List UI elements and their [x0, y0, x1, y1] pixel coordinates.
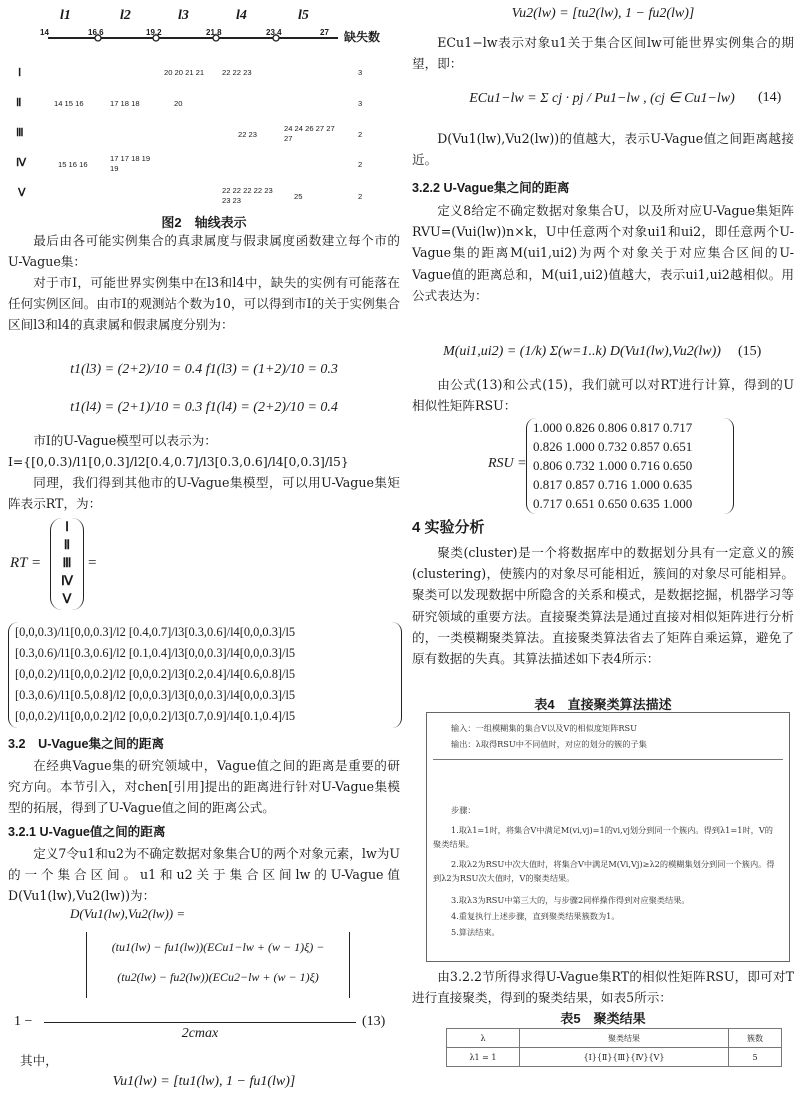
- axis-label-l3: l3: [178, 8, 189, 23]
- missing-count-header: 缺失数: [344, 30, 381, 44]
- algo-input: 输入：一组模糊集的集合V以及V的相似度矩阵RSU: [451, 723, 638, 733]
- row-missing: 2: [358, 160, 363, 169]
- paragraph: 聚类(cluster)是一个将数据库中的数据划分具有一定意义的簇(clustering)，使簇内的对象尽可能相近，簇间的对象尽可能相异。聚类可以发现数据中所隐含的关系和模式，是数据挖掘，机器学习等研究领域的重要方法。直接聚类算法是通过直接对相似矩阵进行分析的，一类模糊聚类算法。直接聚类算法省去了矩阵自乘运算，避免了原有数据的失真。其算法描述如下表4所示：: [412, 545, 794, 667]
- eq13-denominator: 2cmax: [181, 1026, 219, 1041]
- row-values: 17 18 18: [110, 99, 140, 108]
- table-header: λ: [447, 1029, 520, 1048]
- axis-label-l5: l5: [298, 8, 309, 23]
- matrix-row: [0,0,0.2)/l1[0,0,0.2]/l2 [0,0,0.2]/l3[0.7,0.9]/l4[0.1,0.4]/l5: [15, 709, 296, 723]
- table-cell: λ1 = 1: [447, 1048, 520, 1067]
- rt-entry: Ⅱ: [63, 537, 71, 552]
- eq13-one-minus: 1 −: [14, 1014, 33, 1029]
- sim-row: 0.806 0.732 1.000 0.716 0.650: [533, 458, 693, 473]
- section-heading: 3.2.2 U-Vague集之间的距离: [412, 181, 570, 195]
- row-values: 22 22 22 22 23 23 23: [222, 186, 273, 205]
- row-missing: 3: [358, 99, 363, 108]
- eq13-numerator-line: (tu2(lw) − fu2(lw))(ECu2−lw + (w − 1)ξ): [117, 970, 319, 984]
- algo-steps-title: 步骤：: [451, 805, 476, 815]
- row-values: 24 24 26 27 27 27: [284, 124, 335, 143]
- row-values: 20 20 21 21: [164, 68, 205, 77]
- eq13-numerator: [86, 932, 350, 998]
- paragraph: 由公式(13)和公式(15)，我们就可以对RT进行计算，得到的U相似性矩阵RSU：: [412, 377, 794, 414]
- fraction-bar: [44, 1022, 356, 1023]
- paragraph: 同理，我们得到其他市的U-Vague集模型，可以用U-Vague集矩阵表示RT，为：: [8, 475, 400, 512]
- figure-caption: 图2 轴线表示: [161, 215, 247, 230]
- equation: t1(l4) = (2+1)/10 = 0.3 f1(l4) = (2+2)/10 = 0.4: [70, 400, 338, 415]
- tick-label: 16.6: [88, 28, 104, 37]
- sim-row: 0.826 1.000 0.732 0.857 0.651: [533, 439, 693, 454]
- sim-row: 1.000 0.826 0.806 0.817 0.717: [533, 420, 693, 435]
- tick-label: 19.2: [146, 28, 162, 37]
- eq13-numerator-line: (tu1(lw) − fu1(lw))(ECu1−lw + (w − 1)ξ) −: [111, 940, 325, 954]
- table-caption: 表5 聚类结果: [560, 1011, 646, 1026]
- matrix-row: [0,0,0.3)/l1[0,0,0.3]/l2 [0.4,0.7]/l3[0.3,0.6]/l4[0,0,0.3]/l5: [15, 625, 296, 639]
- section-heading: 3.2 U-Vague集之间的距离: [8, 737, 165, 751]
- section-heading: 3.2.1 U-Vague值之间的距离: [8, 825, 166, 839]
- paragraph: 最后由各可能实例集合的真隶属度与假隶属度函数建立每个市的U-Vague集：: [8, 233, 400, 270]
- paragraph: 定义8给定不确定数据对象集合U，以及所对应U-Vague集矩阵RVU=(Vui(lw))n×k，U中任意两个对象ui1和ui2，即任意两个U-Vague集的距离M(ui1,ui2)为两个对象关于对应集合区间的U-Vague值的距离总和，M(ui1,ui2)值越大，表示ui1,ui2越相似。用公式表达为：: [412, 203, 794, 303]
- row-values: 17 17 18 19 19: [110, 154, 151, 173]
- algo-step: 1.取λ1=1时，将集合V中满足M(vi,vj)=1的vi,vj划分到同一个簇内。得到λ1=1时，V的聚类结果。: [433, 825, 773, 849]
- section-heading: 4 实验分析: [412, 519, 485, 536]
- equation: Vu1(lw) = [tu1(lw), 1 − fu1(lw)]: [112, 1074, 296, 1089]
- paragraph: 在经典Vague集的研究领域中，Vague值之间的距离是重要的研究方向。本节引入，对chen[引用]提出的距离进行针对U-Vague集模型的拓展，得到了U-Vague值之间的距离公式。: [8, 758, 400, 816]
- row-label-V: Ⅴ: [18, 187, 26, 199]
- paragraph: 由3.2.2节所得求得U-Vague集RT的相似性矩阵RSU，即可对T进行直接聚类，得到的聚类结果，如表5所示：: [412, 969, 794, 1006]
- tick-label: 27: [320, 28, 329, 37]
- row-label-II: Ⅱ: [16, 97, 22, 109]
- algo-step: 3.取λ3为RSU中第三大的，与步骤2同样操作得到对应聚类结果。: [451, 895, 690, 905]
- axis-label-l2: l2: [120, 8, 131, 23]
- row-label-III: Ⅲ: [16, 127, 24, 139]
- paragraph: 对于市Ⅰ，可能世界实例集中在l3和l4中，缺失的实例有可能落在任何实例区间。由市Ⅰ的观测站个数为10，可以得到市Ⅰ的关于实例集合区间l3和l4的真隶属和假隶属度分别为：: [8, 275, 400, 333]
- table-caption: 表4 直接聚类算法描述: [534, 697, 672, 712]
- rs-lhs: RSU =: [488, 456, 527, 471]
- algorithm-box: [426, 712, 790, 962]
- eq13-lhs: D(Vu1(lw),Vu2(lw)) =: [70, 906, 186, 921]
- row-values: 22 23: [238, 130, 258, 139]
- similarity-matrix: [526, 418, 734, 514]
- equation: Ⅰ={[0,0.3)/l1[0,0.3]/l2[0.4,0.7]/l3[0.3,0.6]/l4[0,0.3]/l5}: [8, 454, 349, 469]
- table-row: [447, 1048, 782, 1067]
- matrix-row: [0,0,0.2)/l1[0,0,0.2]/l2 [0,0,0.2]/l3[0.2,0.4]/l4[0.6,0.8]/l5: [15, 667, 296, 681]
- eq15-number: (15): [738, 344, 762, 359]
- equation: Vu2(lw) = [tu2(lw), 1 − fu2(lw)]: [511, 6, 695, 21]
- row-label-IV: Ⅳ: [16, 157, 27, 169]
- axis-label-l1: l1: [60, 8, 71, 23]
- table-header-row: [447, 1029, 782, 1048]
- divider: [433, 759, 783, 760]
- axis-label-l4: l4: [236, 8, 247, 23]
- row-values: 20: [174, 99, 183, 108]
- cluster-result-table: [446, 1028, 782, 1067]
- equals-sign: =: [88, 555, 97, 571]
- equation-14: ECu1−lw = Σ cj · pj / Pu1−lw , (cj ∈ Cu1−lw): [469, 91, 735, 106]
- algo-output: 输出：λ取得RSU中不同值时，对应的划分的簇的子集: [451, 739, 647, 749]
- eq13-number: (13): [362, 1014, 386, 1029]
- paragraph: ECu1−lw表示对象u1关于集合区间lw可能世界实例集合的期望，即：: [412, 35, 794, 72]
- paragraph: 定义7令u1和u2为不确定数据对象集合U的两个对象元素，lw为U的一个集合区间。u1和u2关于集合区间lw的U-Vague值D(Vu1(lw),Vu2(lw))为：: [8, 846, 400, 904]
- paragraph: 市Ⅰ的U-Vague模型可以表示为：: [33, 433, 217, 448]
- rt-entry: Ⅴ: [62, 591, 72, 606]
- tick-label: 21.8: [206, 28, 222, 37]
- algo-step: 4.重复执行上述步骤，直到聚类结果簇数为1。: [451, 911, 620, 921]
- table-header: 簇数: [729, 1029, 782, 1048]
- table-cell: {Ⅰ}{Ⅱ}{Ⅲ}{Ⅳ}{Ⅴ}: [520, 1048, 729, 1067]
- matrix-row: [0.3,0.6)/l1[0.3,0.6]/l2 [0.1,0.4]/l3[0,0,0.3]/l4[0,0,0.3]/l5: [15, 646, 296, 660]
- matrix-row: [0.3,0.6)/l1[0.5,0.8]/l2 [0,0,0.3]/l3[0,0,0.3]/l4[0,0,0.3]/l5: [15, 688, 296, 702]
- tick-label: 23.4: [266, 28, 282, 37]
- rt-entry: Ⅰ: [65, 519, 69, 534]
- row-values: 14 15 16: [54, 99, 84, 108]
- equation-15: M(ui1,ui2) = (1/k) Σ(w=1..k) D(Vu1(lw),Vu2(lw)): [443, 344, 721, 359]
- paragraph: D(Vu1(lw),Vu2(lw))的值越大，表示U-Vague值之间距离越接近。: [412, 131, 794, 168]
- table-cell: 5: [729, 1048, 782, 1067]
- algo-step: 5.算法结束。: [451, 927, 500, 937]
- eq14-number: (14): [758, 90, 782, 105]
- row-missing: 2: [358, 192, 363, 201]
- paragraph: 其中，: [20, 1053, 58, 1068]
- row-values: 25: [294, 192, 303, 201]
- row-missing: 2: [358, 130, 363, 139]
- figure-2: [8, 0, 400, 212]
- u-vague-matrix: [8, 622, 402, 728]
- rt-vector: [50, 518, 84, 610]
- rt-entry: Ⅲ: [62, 555, 72, 570]
- sim-row: 0.717 0.651 0.650 0.635 1.000: [533, 496, 693, 511]
- tick-label: 14: [40, 28, 49, 37]
- table-header: 聚类结果: [520, 1029, 729, 1048]
- equation: t1(l3) = (2+2)/10 = 0.4 f1(l3) = (1+2)/10 = 0.3: [70, 362, 338, 377]
- sim-row: 0.817 0.857 0.716 1.000 0.635: [533, 477, 693, 492]
- row-missing: 3: [358, 68, 363, 77]
- row-label-I: Ⅰ: [18, 67, 22, 79]
- row-values: 22 22 23: [222, 68, 252, 77]
- algo-step: 2.取λ2为RSU中次大值时，将集合V中满足M(Vi,Vj)≥λ2的模糊集划分到同一个簇内。得到λ2为RSU次大值时，V的聚类结果。: [433, 859, 775, 883]
- row-values: 15 16 16: [58, 160, 88, 169]
- rt-lhs: RT =: [10, 555, 42, 571]
- rt-entry: Ⅳ: [61, 573, 73, 588]
